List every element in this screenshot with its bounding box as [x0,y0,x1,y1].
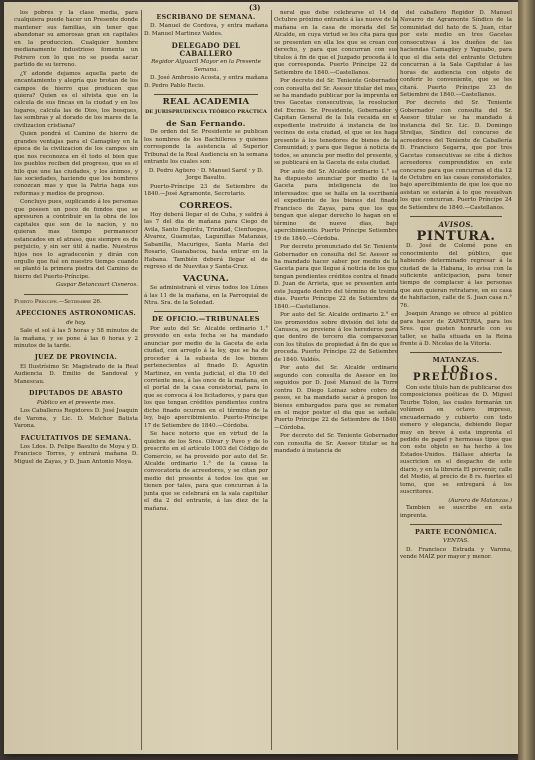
section-heading-correos: CORREOS. [179,200,233,211]
notice-text: Por auto del Sr. Alcalde ordinario 1.° se ha dispuesto anunciar por medio de la Gaceta para inteligencia de los interesados: que se halla en la escribanía el expediente de los bienes del finado Francisco de Zayas, para que los que tengan que alegar derecho lo hagan en el término de nueve dias, bajo apercibimiento. Puerto Príncipe Setiembre 19 de 1840.—Córdoba. [274,168,398,242]
page-number: (3) [249,3,261,12]
section-subheading: DE JURISPRUDENCIA TEÓRICO PRÁCTICA [145,108,267,115]
divider [410,524,502,525]
notice-text: D. Francisco Estrada y Varona, vende MAÍZ por mayor y menor. [400,546,512,561]
notice-text: Por decreto del Sr. Teniente Gobernador con consulta del Sr. Asesor titular del mes, se ha mandado publicar por la imprenta en tres Gacetas consecutivas, la resolucion del Excmo. Sr. Presidente, Gobernador y Capitan General de la Isla recaida en el expediente instruido á instancia de los vecinos de esta ciudad, el que se les haga presente á los tenedores de bienes de la Comunidad; y para que llegue á noticia de todos, se anuncia por medio del presente, y se publicará en la Gaceta de esta ciudad. [274,78,398,167]
section-heading-matanzas: MATANZAS. [432,356,480,365]
column-4 [400,10,512,750]
column-2 [144,10,268,750]
notice-text: El Ilustrísimo Sr. Magistrado de la Real Audiencia D. Emilio de Sandoval y Manescau. [14,363,138,385]
article-paragraph: ¿Y adonde dejamos aquella parte de encantamiento y alegría que brotan de los campos de hierro que producen que quiera? Quien es el silvista que en la calcula de sus fincas en la ciudad y en los lugares, calcula las de Dios, los bosques, las sombras y al dorado de los mares de la civilizacion cristiana? [14,70,138,129]
notice-text: Los Ldos. D. Felipe Basulto de Moya y D. Francisco Torres, y entrará mañana D. Miguel de Zayas, y D. Juan Antonio Moya. [14,444,138,465]
section-heading-academia: REAL ACADEMIA [162,97,250,108]
section-heading-escribano: ESCRIBANO DE SEMANA. [156,14,256,21]
notice-source: (Aurora de Matanzas.) [448,497,512,504]
section-heading-astro: APECCIONES ASTRONOMICAS. [15,310,137,318]
section-heading-diputados: DIPUTADOS DE ABASTO [29,390,123,398]
divider [154,311,258,312]
divider [154,94,258,95]
section-heading-facultativos: FACULTATIVOS DE SEMANA. [20,434,132,442]
section-subheading: de hoy. [66,319,86,326]
notice-text: Joaquin Arango se ofrece al público para hacer de ZAPATERIA, para los Sres. que gusten honrarle con su taller, se halla situada en la Reina frente á D. Nicolas de la Vitoria. [400,311,512,348]
section-heading-avisos: AVISOS. [438,220,474,230]
notice-text: Por decreto del Sr. Teniente Gobernador con consulta del Sr. Asesor titular se ha mandado á instancia del Sr. Lic. D. Domingo Streljas, Síndico del concurso de acreedores del Teniente de Caballería D. Francisco Segarra, que por tres Gacetas consecutivas se cite á dichos acreedores comprendidos en este concurso para que concurran el dia 12 de Octubre en las casas consistoriales, bajo apercibimiento de que los que no asistan se estarán á lo que resuelvan los que concurran. Puerto Príncipe 24 de Setiembre de 1840.—Castellanos. [400,100,512,211]
notice-text: Sale el sol á las 5 horas y 58 minutos de la mañana, y se pone á las 6 horas y 2 minutos de la tarde. [14,328,138,350]
notice-text: Por auto del Sr. Alcalde ordinario segundo con consulta de Asesor en los seguidos por D. José Manuel de la Torre contra D. Diego Loinaz sobre cobro de pesos, se ha mandado sacar á pregon los bienes embargados para que se rematen en el mejor postor el dia que se señale. Puerto Príncipe 22 de Setiembre de 1840.—Córdoba. [274,365,398,431]
notice-text: neral que debe celebrarse el 14 de Octubre próximo entrante á las nueve de la mañana en la casa de morada del Sr. Alcalde, en cuya virtud se les cita para que se presenten en ella los que se crean con derecho, y para que concurran con sus títulos á fin de que el Juzgado proceda á lo que corresponda. Puerto Príncipe 22 de Setiembre de 1840.—Castellanos. [274,10,398,76]
notice-text: Con este título han de publicarse dos composiciones poéticas de D. Miguel Teurbe Tolon, las cuales formarán un volúmen en octavo impreso, encuadernado y cubierto con todo esmero y elegancia, debiendo llegar muy en breve á esta imprenta el pedido de papel y hermosas tipos que con este objeto se ha hecho á los Estados-Unidos. Hállase abierta la suscricion en el despacho de este diario, y en la librería El porvenir, calle del Medio, al precio de 8 rs. fuertes el tomo, que se entregará á los suscritores. [400,384,512,496]
notice-names: D. Pedro Agüero · D. Manuel Sarol · y D. Jorge Basulto. [148,167,264,182]
date-line: Puerto Príncipe.—Setiembre 26. [14,298,102,305]
divider [410,352,502,353]
section-heading-pintura: PINTURA. [416,228,496,244]
column-1 [14,10,138,750]
section-heading-juez: JUEZ DE PROVINCIA. [34,354,118,362]
column-3 [274,10,398,750]
notice-text: Los Caballeros Regidores D. José Joaquin de Varona, y Lic. D. Melchor Batista Varona. [14,408,138,430]
article-paragraph: Quien pondrá el Camino de hierro de grandes ventajas para el Camagüey en la época de la civilizacion de los campos sin que nos reconozca en él todo el bien que los pueblos reciben del progreso, que es el hilo que une las ciudades, y los ánimos, y las sociedades, haciendo que los hombres conozcan mas y que la Patria haga sus reformas y medios de progreso. [14,131,138,197]
section-heading-oficio: DE OFICIO.—TRIBUNALES [152,315,260,324]
notice-text: Hoy deberá llegar el de Cuba, y saldrá á las 7 del dia de mañana para Ciego de Avila, Santo Espíritu, Trinidad, Cienfuegos, Álvarez, Guamutas, Lagunillas Matanzas, Sabanilla, Macuriges, Santa María del Rosario, Guanabacoa, hasta entrar en la Habana. También deberá llegar el de regreso el de Nuevitas y Santa-Cruz. [144,211,268,271]
notice-text: Se administrará el virus todos los Lúnes á las 11 de la mañana, en la Parroquial de Ntra. Sra. de la Soledad. [144,285,268,306]
column-rule [271,10,272,750]
notice-text: Por auto del Sr. Alcalde ordinario 2.° en los promovidos sobre división del lote de Canusca, se previene á los herederos para que dentro de tercero dia comparezcan con los títulos de propiedad á fin de que se proceda. Puerto Príncipe 22 de Setiembre de 1840. Valdés. [274,312,398,363]
notice-text: Tambien se suscribe en esta imprenta. [400,505,512,519]
newspaper-page [4,2,518,754]
section-heading-delegado: DELEGADO DEL CABALLERO [171,41,241,58]
notice-text: Se hace notorio que en virtud de la quiebra de los Sres. Olivar y Pavo y de lo prescrito en el artículo 1003 del Código de Comercio, se ha proveido por auto del Sr. Alcalde ordinario 1.° de la causa la convocatoria de acreedores, y se citan por medio del presente á todos los que se tienen por tales, para que concurran á la junta que se celebrará en la sala capitular el dia 2 del entrante, á las diez de la mañana. [144,431,268,512]
article-signature: Gaspar Betancourt Cisneros. [56,282,138,289]
section-heading-economica: PARTE ECONÓMICA. [414,528,497,536]
notice-text: Puerto-Príncipe 23 de Setiembre de 1840.—José Agramonte, Secretario. [144,183,268,198]
article-paragraph: los pobres y la clase media, para cualquiera puede hacer un Presente donde mantener sus familias, sin tener que abandonar su amorosas gran en capitales en la produccion. Cualquier hombre medianamente industrioso fomenta un Potrero con lo que no se pueda sacar partido de su terreno. [14,10,138,69]
notice-text: Por decreto del Sr. Teniente Gobernador con consulta de Sr. Asesor titular se ha mandado á instancia de [274,433,398,455]
notice-text: Por decreto pronunciado del Sr. Teniente Gobernador en consulta del Sr. Asesor se ha mandado hacer saber por medio de la Gaceta para que llegue á noticia de los que tengan pendientes créditos contra el finado D. Juan de Arrieta, que se presenten ante este Juzgado dentro del término de treinta dias. Puerto Príncipe 22 de Setiembre de 1840.—Castellanos. [274,244,398,310]
notice-text: D. José Ambrosio Acosta, y entra mañana D. Pedro Pablo Recio. [144,75,268,89]
divider [410,216,502,217]
column-rule [141,10,142,750]
section-subheading: de San Fernando. [166,118,246,128]
notice-text: D. Manuel de Cordova, y entra mañana D. Manuel Martinez Valdes. [144,23,268,37]
section-subheading: VENTAS. [443,538,469,545]
page-edge [518,0,535,760]
section-subheading: Público en el presente mes. [36,399,116,406]
article-paragraph: Concluyo pues, suplicando á los personas que poseen un poco de fondos que se apresuren a contribuir en la obra de los capitales que son de la nacion, y no quieran mas tiempo permanecer estancados en el atraso, que siempre es de perjuicio, y sin ser útil á nadie. Nuestros hijos nos lo agradecerán y dirán con orgullo que fué en nuestro tiempo cuando se plantó la primera piedra del Camino de hierro del Puerto-Príncipe. [14,199,138,280]
notice-text: De orden del Sr. Presidente se publican los nombres de los Bachilleres y quienes corresponde la asistencia al Superior Tribunal de la Real Audiencia en la semana entrante los cuales son: [144,129,268,166]
divider [24,294,128,295]
notice-text: Por auto del Sr. Alcalde ordinario 1.° proveido en esta fecha se ha mandado anunciar por medio de la Gaceta de esta ciudad, con arreglo á la ley, que se ha de proceder á la subasta de los bienes pertenecientes al finado D. Agustin Martinez, en venta judicial, el dia 10 del corriente mes, á las once de la mañana, en el portal de la casa consistorial, para lo que se convoca á los licitadores, y para que los que tengan créditos pendientes contra dicho finado ocurran en el término de la ley, bajo apercibimiento. Puerto-Príncipe 17 de Setiembre de 1840.—Córdoba. [144,325,268,429]
section-subheading: Regidor Alguacil Mayor en la Presente Semana. [151,59,261,73]
section-heading-vacuna: VACUNA. [182,273,230,284]
notice-text: del caballero Regidor D. Manuel Navarro de Agramonte Síndico de la comunidad del hato de S. Juan, citar por este medio en tres Gacetas consecutivas á los dueños de las haciendas Camagüey y Yaguabo, para que el dia seis del entrante Octubre concurran á la Sala Capitular á las horas de audiencia con objeto de conferir lo conveniente, que se les citará. Puerto Príncipe 23 de Setiembre de 1840.—Castellanos. [400,10,512,98]
notice-text: D. José de Colomé pone en conocimiento del público, que habiendo determinado regresar á la ciudad de la Habana, lo avisa con la suficiente anticipacion, para tener tiempo de complacer á las personas que aun quieran retratarse, en su casa de habitacion, calle de S. Juan casa n.° 76. [400,243,512,309]
section-heading-preludios: LOS PRELUDIOS. [412,364,500,384]
